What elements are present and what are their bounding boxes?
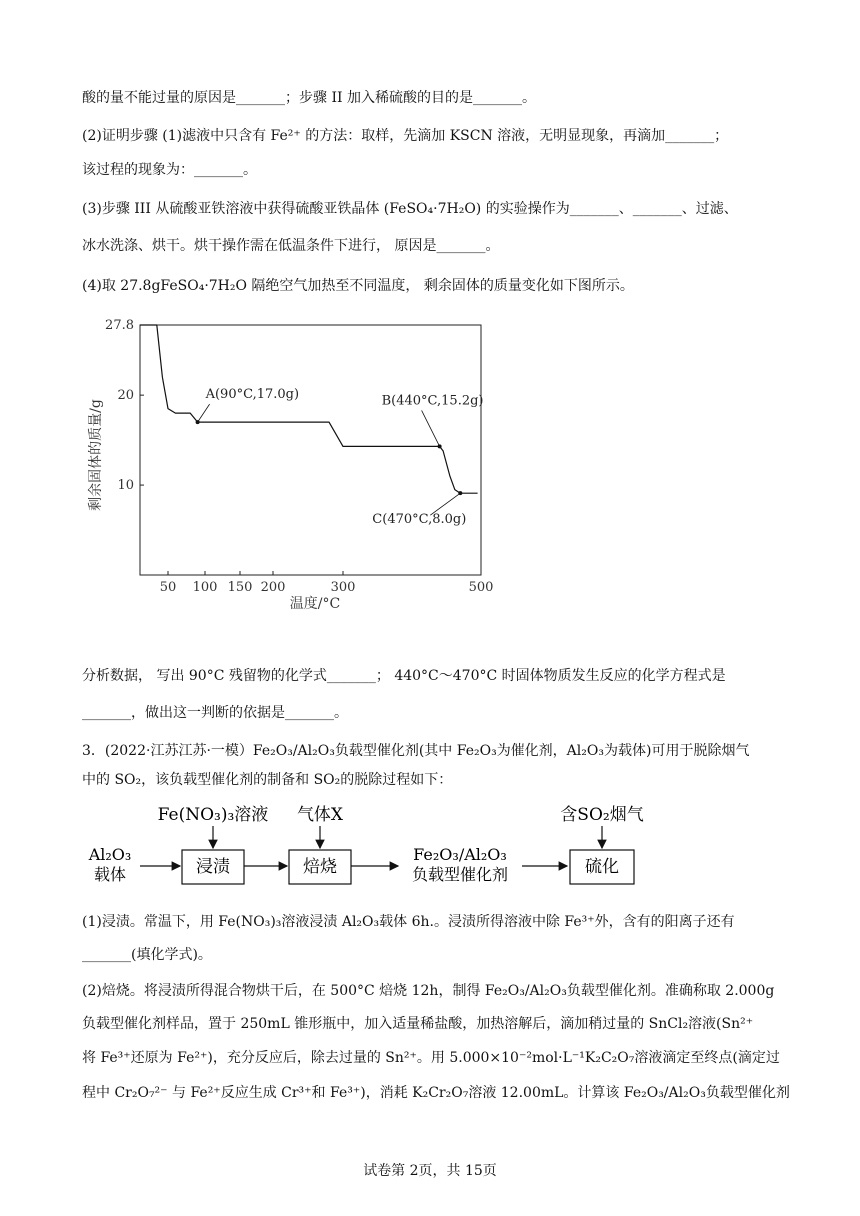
flow-input-fe-nitrate: Fe(NO₃)₃溶液 xyxy=(157,805,269,825)
y-tick-label: 20 xyxy=(117,388,134,404)
x-tick-label: 50 xyxy=(159,580,177,595)
text-line: 该过程的现象为：_______。 xyxy=(82,162,257,178)
text-line: 酸的量不能过量的原因是_______；步骤 II 加入稀硫酸的目的是_______。 xyxy=(82,90,536,106)
text-line: 程中 Cr₂O₇²⁻ 与 Fe²⁺反应生成 Cr³⁺和 Fe³⁺)，消耗 K₂Cr₂O₇溶液 12.00mL。计算该 Fe₂O₃/Al₂O₃负载型催化剂 xyxy=(82,1085,790,1101)
text-line: 将 Fe³⁺还原为 Fe²⁺)，充分反应后，除去过量的 Sn²⁺。用 5.000×10⁻²mol·L⁻¹K₂C₂O₇溶液滴定至终点(滴定过 xyxy=(82,1050,780,1066)
data-point-label: B(440°C,15.2g) xyxy=(381,393,484,409)
y-tick-label: 10 xyxy=(117,478,134,494)
x-tick-label: 100 xyxy=(192,580,218,595)
flow-input-so2-gas: 含SO₂烟气 xyxy=(560,805,644,825)
chart-ticks xyxy=(105,318,493,595)
data-point-marker xyxy=(438,444,442,448)
chart-series xyxy=(140,325,478,493)
x-tick-label: 500 xyxy=(468,580,494,595)
flow-mid-label: 负载型催化剂 xyxy=(411,865,509,884)
x-tick-label: 150 xyxy=(227,580,253,595)
data-point-label: C(470°C,8.0g) xyxy=(372,512,467,528)
flow-box-roasting-label: 焙烧 xyxy=(303,857,337,877)
text-line: 负载型催化剂样品，置于 250mL 锥形瓶中，加入适量稀盐酸，加热溶解后，滴加稍过量的 SnCl₂溶液(Sn²⁺ xyxy=(82,1016,754,1032)
text-line: (3)步骤 III 从硫酸亚铁溶液中获得硫酸亚铁晶体 (FeSO₄·7H₂O) 的实验操作为_______、_______、过滤、 xyxy=(82,201,738,217)
y-axis-label: 剩余固体的质量/g xyxy=(88,399,104,511)
flow-box-impregnation-label: 浸渍 xyxy=(196,857,230,877)
data-point-label: A(90°C,17.0g) xyxy=(205,387,300,403)
flow-start-formula: Al₂O₃ xyxy=(88,845,132,864)
preparation-flowchart xyxy=(80,796,660,896)
annotation-leader xyxy=(198,404,210,422)
x-tick-label: 300 xyxy=(330,580,356,595)
y-tick-label: 27.8 xyxy=(105,318,134,333)
text-line: (2)证明步骤 (1)滤液中只含有 Fe²⁺ 的方法：取样，先滴加 KSCN 溶液，无明显现象，再滴加_______； xyxy=(82,128,729,144)
chart-annotations xyxy=(196,387,484,527)
text-line: 3．(2022·江苏江苏·一模）Fe₂O₃/Al₂O₃负载型催化剂(其中 Fe₂O₃为催化剂，Al₂O₃为载体)可用于脱除烟气 xyxy=(82,743,750,759)
text-line: (1)浸渍。常温下，用 Fe(NO₃)₃溶液浸渍 Al₂O₃载体 6h.。浸渍所得溶液中除 Fe³⁺外，含有的阳离子还有 xyxy=(82,914,735,930)
text-line: _______，做出这一判断的依据是_______。 xyxy=(82,705,348,721)
text-line: 冰水洗涤、烘干。烘干操作需在低温条件下进行， 原因是_______。 xyxy=(82,238,500,254)
text-line: (4)取 27.8gFeSO₄·7H₂O 隔绝空气加热至不同温度， 剩余固体的质量变化如下图所示。 xyxy=(82,278,634,294)
mass-temperature-chart xyxy=(80,310,500,620)
text-line: (2)焙烧。将浸渍所得混合物烘干后，在 500°C 焙烧 12h，制得 Fe₂O₃/Al₂O₃负载型催化剂。准确称取 2.000g xyxy=(82,983,775,999)
flow-mid-formula: Fe₂O₃/Al₂O₃ xyxy=(413,845,507,864)
mass-curve xyxy=(140,325,478,493)
chart-plot-frame xyxy=(140,325,481,575)
flow-box-sulfidation-label: 硫化 xyxy=(585,857,619,877)
annotation-leader xyxy=(422,410,440,446)
page-footer: 试卷第 2页，共 15页 xyxy=(363,1163,497,1179)
text-line: _______(填化学式)。 xyxy=(82,947,212,963)
x-tick-label: 200 xyxy=(260,580,286,595)
flow-start-label: 载体 xyxy=(93,865,127,884)
flow-input-gas-x: 气体X xyxy=(296,805,344,825)
text-line: 中的 SO₂，该负载型催化剂的制备和 SO₂的脱除过程如下： xyxy=(82,772,453,788)
x-axis-label: 温度/°C xyxy=(289,596,341,612)
text-line: 分析数据， 写出 90°C 残留物的化学式_______； 440°C～470°C 时固体物质发生反应的化学方程式是 xyxy=(82,668,726,684)
